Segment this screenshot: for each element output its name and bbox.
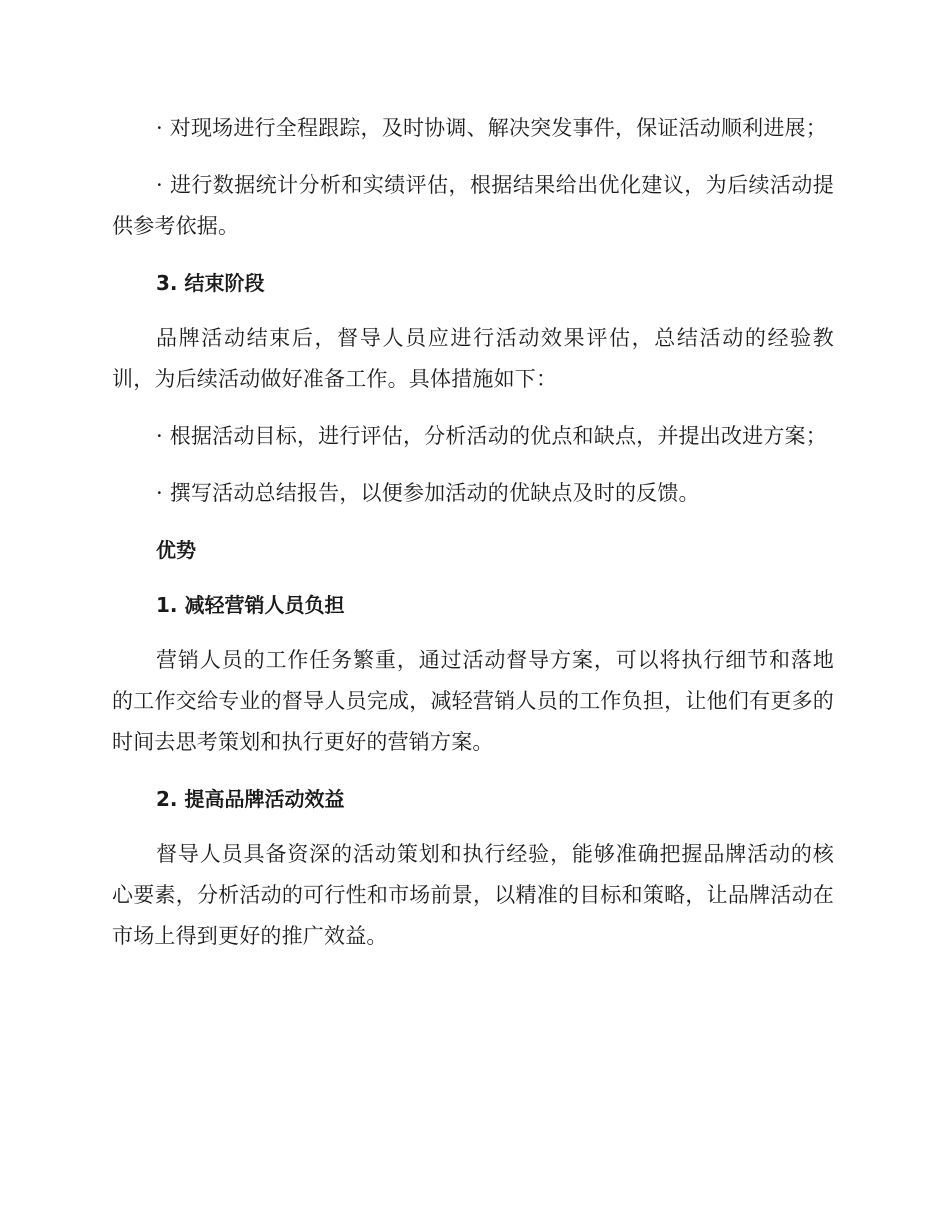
document-body [112,108,834,973]
improve-benefit-text: 督导人员具备资深的活动策划和执行经验，能够准确把握品牌活动的核心要素，分析活动的可行性和市场前景，以精准的目标和策略，让品牌活动在市场上得到更好的推广效益。 [112,842,834,948]
section-heading-closing-phase: 3. 结束阶段 [156,271,265,295]
reduce-burden-text: 营销人员的工作任务繁重，通过活动督导方案，可以将执行细节和落地的工作交给专业的督导人员完成，减轻营销人员的工作负担，让他们有更多的时间去思考策划和执行更好的营销方案。 [112,648,834,754]
bullet-data-analysis: · 进行数据统计分析和实绩评估，根据结果给出优化建议，为后续活动提供参考依据。 [112,173,834,238]
bullet-onsite-tracking: · 对现场进行全程跟踪，及时协调、解决突发事件，保证活动顺利进展； [156,116,827,140]
closing-phase-intro: 品牌活动结束后，督导人员应进行活动效果评估，总结活动的经验教训，为后续活动做好准备工作。具体措施如下： [112,326,834,391]
subheading-reduce-burden: 1. 减轻营销人员负担 [156,593,345,617]
subheading-improve-benefit: 2. 提高品牌活动效益 [156,787,345,811]
section-heading-advantages: 优势 [156,538,196,562]
bullet-evaluation: · 根据活动目标，进行评估，分析活动的优点和缺点，并提出改进方案； [156,424,827,448]
bullet-summary-report: · 撰写活动总结报告，以便参加活动的优缺点及时的反馈。 [156,481,700,505]
